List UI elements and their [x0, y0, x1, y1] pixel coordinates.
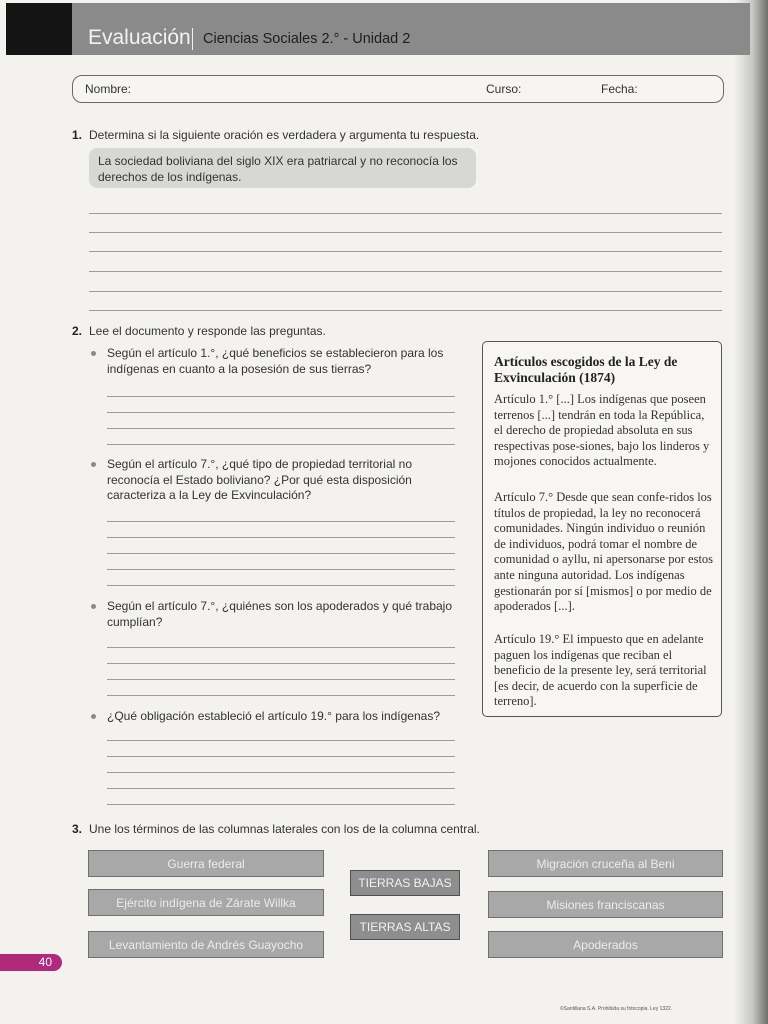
answer-line[interactable] [107, 772, 455, 773]
answer-line[interactable] [107, 537, 455, 538]
q2-bullet-2-text: Según el artículo 7.°, ¿qué tipo de propiedad territorial no reconocía el Estado boliviano? ¿Por qué esta disposición caracteriza a la Ley de Exvinculación? [107, 457, 412, 502]
copyright-notice: ©Santillana S.A. Prohibida su fotocopia. Ley 1322. [560, 1006, 673, 1012]
answer-line[interactable] [89, 251, 722, 252]
answer-line[interactable] [107, 553, 455, 554]
answer-line[interactable] [107, 521, 455, 522]
course-label: Curso: [486, 82, 522, 96]
center-term-box[interactable]: TIERRAS ALTAS [350, 914, 460, 940]
right-term-box[interactable]: Migración cruceña al Beni [488, 850, 723, 877]
answer-line[interactable] [107, 679, 455, 680]
answer-line[interactable] [89, 271, 722, 272]
document-title: Artículos escogidos de la Ley de Exvinculación (1874) [494, 354, 678, 385]
answer-line[interactable] [107, 396, 455, 397]
question-1-prompt: Determina si la siguiente oración es verdadera y argumenta tu respuesta. [89, 128, 480, 142]
page-number-tab: 40 [0, 954, 62, 971]
q2-bullet-4-text: ¿Qué obligación estableció el artículo 19.° para los indígenas? [107, 709, 441, 723]
answer-line[interactable] [107, 740, 455, 741]
statement-text: La sociedad boliviana del siglo XIX era patriarcal y no reconocía los derechos de los indígenas. [98, 154, 458, 184]
q2-bullet-1-text: Según el artículo 1.°, ¿qué beneficios se establecieron para los indígenas en cuanto a la posesión de sus tierras? [107, 346, 444, 376]
answer-line[interactable] [89, 310, 722, 311]
bullet-icon [91, 604, 96, 609]
left-term-box[interactable]: Guerra federal [88, 850, 324, 877]
left-term-box[interactable]: Levantamiento de Andrés Guayocho [88, 931, 324, 958]
answer-line[interactable] [89, 291, 722, 292]
date-label: Fecha: [601, 82, 638, 96]
question-1-number: 1. [72, 128, 83, 142]
bullet-icon [91, 462, 96, 467]
question-2-number: 2. [72, 324, 83, 338]
name-label: Nombre: [85, 82, 132, 96]
header-title: Evaluación [88, 26, 191, 49]
bullet-icon [91, 351, 96, 356]
document-article-1: Artículo 1.° [...] Los indígenas que poseen terrenos [...] tendrán en toda la República, el derecho de propiedad absoluta en sus respectivas pose-siones, bajo los linderos y mojones conocidos actualmente. [494, 392, 710, 469]
student-info-box [72, 75, 724, 103]
question-2-prompt: Lee el documento y responde las preguntas. [89, 324, 326, 338]
right-term-box[interactable]: Misiones franciscanas [488, 891, 723, 918]
answer-line[interactable] [107, 428, 455, 429]
left-term-box[interactable]: Ejército indígena de Zárate Willka [88, 889, 324, 916]
answer-line[interactable] [107, 695, 455, 696]
answer-line[interactable] [107, 569, 455, 570]
header-subtitle: Ciencias Sociales 2.° - Unidad 2 [203, 31, 411, 47]
statement-box [89, 148, 476, 188]
answer-line[interactable] [107, 788, 455, 789]
law-document-box [482, 341, 722, 717]
header-separator [192, 28, 193, 50]
document-article-7: Artículo 7.° Desde que sean confe-ridos los títulos de propiedad, la ley no reconocerá comunidades. Ningún individuo o reunión de individuos, podrá tomar el nombre de comunidad o ayllu, ni apersonarse por estos ante ninguna autoridad. Los indígenas gestionarán por sí [mismos] o por medio de apoderados [...]. [494, 490, 714, 614]
question-3-number: 3. [72, 822, 83, 836]
q2-bullet-3-text: Según el artículo 7.°, ¿quiénes son los apoderados y qué trabajo cumplían? [107, 599, 453, 629]
center-term-box[interactable]: TIERRAS BAJAS [350, 870, 460, 896]
answer-line[interactable] [89, 213, 722, 214]
answer-line[interactable] [107, 444, 455, 445]
answer-line[interactable] [107, 663, 455, 664]
bullet-icon [91, 714, 96, 719]
header-black-tab [6, 3, 72, 55]
right-term-box[interactable]: Apoderados [488, 931, 723, 958]
answer-line[interactable] [107, 647, 455, 648]
answer-line[interactable] [107, 756, 455, 757]
answer-line[interactable] [107, 804, 455, 805]
answer-line[interactable] [89, 232, 722, 233]
page-binding-shadow [734, 0, 768, 1024]
answer-line[interactable] [107, 412, 455, 413]
question-3-prompt: Une los términos de las columnas laterales con los de la columna central. [89, 822, 480, 836]
document-article-19: Artículo 19.° El impuesto que en adelante paguen los indígenas que reciban el beneficio de la presente ley, será territorial [es decir, de acuerdo con la superficie de terreno]. [494, 632, 707, 709]
answer-line[interactable] [107, 585, 455, 586]
